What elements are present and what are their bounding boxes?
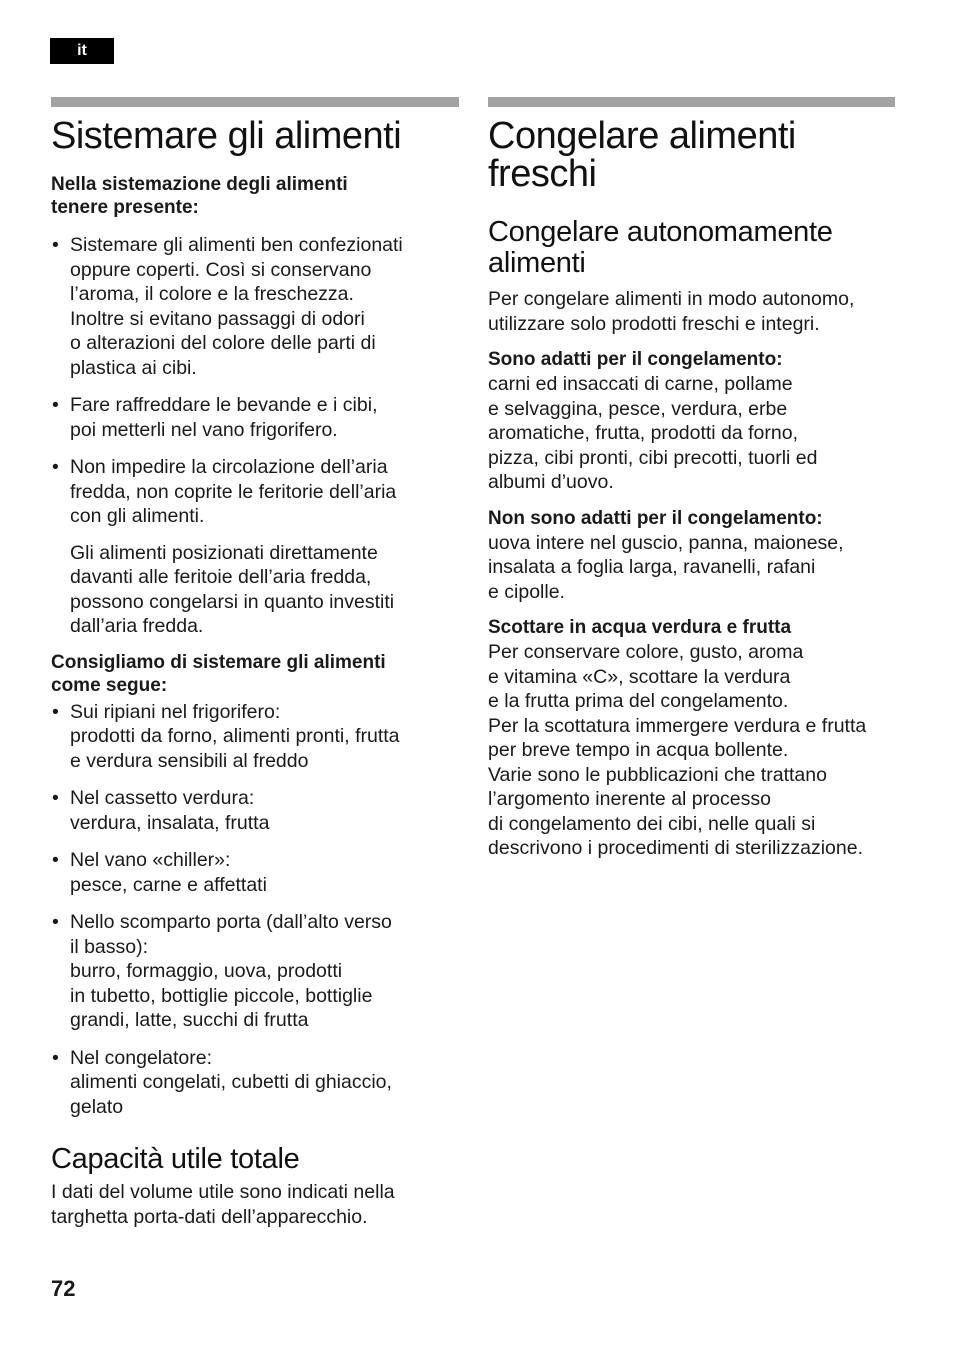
bullet-icon: •	[52, 234, 59, 256]
unsuitable-text: uova intere nel guscio, panna, maionese, insalata a foglia larga, ravanelli, rafani e cipolle.	[488, 531, 844, 603]
bullet-icon: •	[52, 787, 59, 809]
subsection-title-self-freezing: Congelare autonomamente alimenti	[488, 216, 833, 279]
bullet-icon: •	[52, 394, 59, 416]
left-column	[51, 97, 459, 1229]
suitable-text: carni ed insaccati di carne, pollame e selvaggina, pesce, verdura, erbe aromatiche, frutta, prodotti da forno, pizza, cibi pronti, cibi precotti, tuorli ed albumi d’uovo.	[488, 373, 818, 493]
bullet-icon: •	[52, 456, 59, 478]
unsuitable-label: Non sono adatti per il congelamento:	[488, 507, 823, 529]
suitable-label: Sono adatti per il congelamento:	[488, 349, 783, 370]
section-title-storing-food: Sistemare gli alimenti	[51, 115, 402, 157]
freezing-intro: Per congelare alimenti in modo autonomo, utilizzare solo prodotti freschi e integri.	[488, 288, 855, 335]
list-item: • Sistemare gli alimenti ben confezionati oppure coperti. Così si conservano l’aroma, il colore e la freschezza. Inoltre si evitano passaggi di odori o alterazioni del colore delle parti di plastica ai cibi.	[52, 234, 403, 379]
right-column	[488, 97, 910, 861]
section-rule	[488, 97, 895, 107]
list-item: • Nel vano «chiller»: pesce, carne e affettati	[52, 849, 267, 896]
bullet-icon: •	[52, 849, 59, 871]
blanch-text: Per conservare colore, gusto, aroma e vitamina «C», scottare la verdura e la frutta prima del congelamento. Per la scottatura immergere verdura e frutta per breve tempo in acqua bollente. Varie sono le pubblicazioni che trattano l’argomento inerente al processo di congelamento dei cibi, nelle quali si descrivono i procedimenti di sterilizzazione.	[488, 641, 867, 859]
cold-air-note: Gli alimenti posizionati direttamente davanti alle feritoie dell’aria fredda, possono congelarsi in quanto investiti dall’aria fredda.	[70, 541, 395, 637]
section-rule	[51, 97, 459, 107]
section-title-freezing: Congelare alimenti freschi	[488, 115, 796, 195]
language-tag: it	[50, 38, 114, 64]
placement-list	[51, 700, 459, 1120]
list-item: • Sui ripiani nel frigorifero: prodotti da forno, alimenti pronti, frutta e verdura sensibili al freddo	[52, 700, 400, 772]
blanch-label: Scottare in acqua verdura e frutta	[488, 617, 792, 638]
list-item: • Nel cassetto verdura: verdura, insalata, frutta	[52, 787, 270, 834]
page-number: 72	[51, 1276, 76, 1301]
bullet-icon: •	[52, 911, 59, 933]
list-item: • Non impedire la circolazione dell’aria fredda, non coprite le feritorie dell’aria con gli alimenti.	[52, 456, 397, 527]
list-item: • Nello scomparto porta (dall’alto verso il basso): burro, formaggio, uova, prodotti in tubetto, bottiglie piccole, bottiglie grandi, latte, succhi di frutta	[52, 911, 392, 1031]
intro-bold: Nella sistemazione degli alimenti tenere presente:	[51, 174, 348, 218]
capacity-text: I dati del volume utile sono indicati nella targhetta porta-dati dell’apparecchio.	[51, 1181, 395, 1228]
bullet-icon: •	[52, 700, 59, 723]
section-title-capacity: Capacità utile totale	[51, 1143, 300, 1175]
advice-bold: Consigliamo di sistemare gli alimenti come segue:	[51, 651, 386, 696]
list-item: • Nel congelatore: alimenti congelati, cubetti di ghiaccio, gelato	[52, 1046, 392, 1118]
list-item: • Fare raffreddare le bevande e i cibi, poi metterli nel vano frigorifero.	[52, 394, 378, 441]
storage-tips-list	[51, 233, 459, 529]
bullet-icon: •	[52, 1046, 59, 1069]
